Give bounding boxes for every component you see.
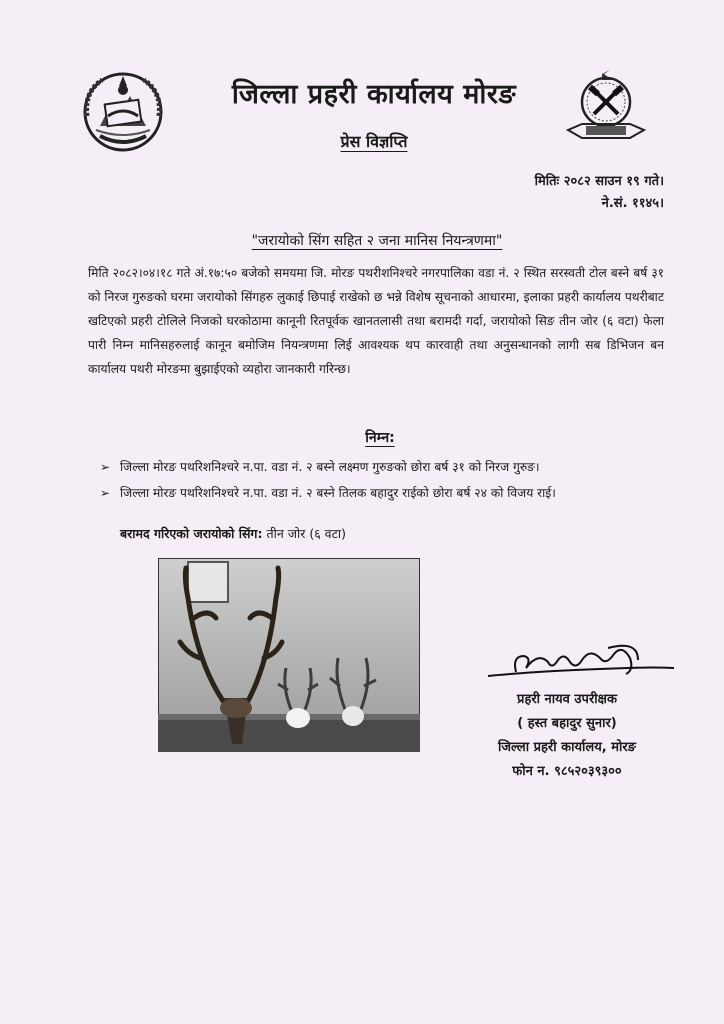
signatory-office: जिल्ला प्रहरी कार्यालय, मोरङ bbox=[498, 740, 636, 755]
seized-value: तीन जोर (६ वटा) bbox=[266, 526, 347, 541]
seized-label: बरामद गरिएको जरायोको सिंग: bbox=[120, 526, 263, 541]
list-item bbox=[100, 454, 680, 480]
list-item-text: जिल्ला मोरङ पथरिशनिश्चरे न.पा. वडा नं. २ बस्ने लक्ष्मण गुरुङको छोरा बर्ष ३१ को निरज गुरुङ। bbox=[120, 460, 540, 474]
signatory-designation: प्रहरी नायव उपरीक्षक bbox=[517, 692, 617, 707]
person-list bbox=[100, 454, 680, 506]
arrow-bullet-icon: ➢ bbox=[100, 460, 111, 474]
seized-items-line bbox=[120, 525, 346, 542]
release-date: मितिः २०८२ साउन १९ गते। bbox=[534, 174, 664, 189]
subject-line: "जरायोको सिंग सहित २ जना मानिस नियन्त्रणमा" bbox=[251, 233, 503, 249]
list-heading: निम्न: bbox=[365, 430, 395, 446]
deer-antlers-photo bbox=[158, 558, 420, 752]
nepal-government-emblem-icon bbox=[78, 66, 168, 154]
arrow-bullet-icon: ➢ bbox=[100, 486, 111, 500]
reference-number: ने.सं. ११४५। bbox=[601, 196, 664, 211]
press-release-heading: प्रेस विज्ञप्ति bbox=[340, 132, 408, 151]
signature-block bbox=[472, 688, 662, 784]
office-title: जिल्ला प्रहरी कार्यालय मोरङ bbox=[231, 79, 517, 110]
phone-number: फोन न. ९८५२०३९३०० bbox=[512, 764, 622, 779]
nepal-police-emblem-icon bbox=[564, 60, 648, 146]
signatory-name: ( हस्त बहादुर सुनार) bbox=[517, 716, 617, 731]
list-item-text: जिल्ला मोरङ पथरिशनिश्चरे न.पा. वडा नं. २ बस्ने तिलक बहादुर राईको छोरा बर्ष २४ को विजय राई। bbox=[120, 486, 556, 500]
body-paragraph: मिति २०८२।०४।१८ गते अं.१७:५० बजेको समयमा जि. मोरङ पथरीशनिश्चरे नगरपालिका वडा नं. २ स्थित सरस्वती टोल बस्ने बर्ष ३१ को निरज गुरुङको घरमा जरायोको सिंगहरु लुकाई छिपाई राखेको छ भन्ने विशेष सूचनाको आधारमा, इलाका प्रहरी कार्यालय पथरीबाट खटिएको प्रहरी टोलिले निजको घरकोठामा कानूनी रितपूर्वक खानतलासी तथा बरामदी गर्दा, जरायोको सिङ तीन जोर (६ वटा) फेला पारी निम्न मानिसहरुलाई कानून बमोजिम नियन्त्रणमा लिई आवश्यक थप कारवाही तथा अनुसन्धानको लागी सब डिभिजन बन कार्यालय पथरी मोरङमा बुझाईएको व्यहोरा जानकारी गरिन्छ। bbox=[88, 266, 664, 376]
list-item bbox=[100, 480, 680, 506]
